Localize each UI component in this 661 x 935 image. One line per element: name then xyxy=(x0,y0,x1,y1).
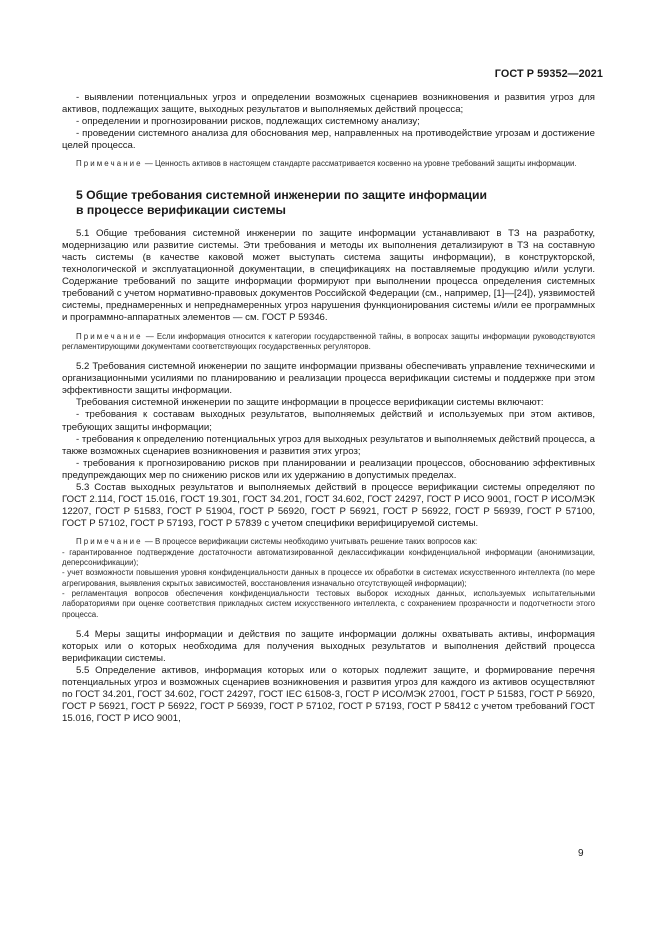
section-title-line2: в процессе верификации системы xyxy=(76,203,286,218)
note-5-3 xyxy=(62,537,595,547)
note-text: — Если информация относится к категории государственной тайны, в вопросах защиты информации руководствуются регламентирующими документами соответствующих государственных регуляторов. xyxy=(62,331,595,351)
note-list-item: - учет возможности повышения уровня конфиденциальности данных в процессе их обработки в системах искусственного интеллекта (по мере агрегирования, выявления скрытых зависимостей, восстановления изначально отсутствующей информации); xyxy=(62,568,595,588)
note-text: — В процессе верификации системы необходимо учитывать решение таких вопросов как: xyxy=(142,537,478,547)
document-id: ГОСТ Р 59352—2021 xyxy=(494,68,603,80)
list-item: - требования к прогнозированию рисков при планировании и реализации процессов, обоснованию эффективных предупреждающих мер по снижению рисков или их удержанию в допустимых пределах. xyxy=(62,457,595,481)
note-5-1 xyxy=(62,332,595,353)
note-label: Примечание xyxy=(76,331,143,341)
section-title-line1: 5 Общие требования системной инженерии по защите информации xyxy=(76,187,487,202)
page-number: 9 xyxy=(578,848,584,859)
note-list-item: - гарантированное подтверждение достаточности автоматизированной деклассификации конфиденциальной информации (анонимизации, деперсонификации); xyxy=(62,547,595,568)
note-label: Примечание xyxy=(76,537,143,547)
paragraph-5-3: 5.3 Состав выходных результатов и выполняемых действий в процессе верификации системы определяют по ГОСТ 2.114, ГОСТ 15.016, ГОСТ 19.301, ГОСТ 34.201, ГОСТ 34.602, ГОСТ 24297, ГОСТ Р ИСО 9001, ГОСТ Р ИСО/МЭК 12207, ГОСТ Р 51583, ГОСТ Р 51904, ГОСТ Р 56920, ГОСТ Р 56921, ГОСТ Р 56922, ГОСТ Р 56939, ГОСТ Р 57100, ГОСТ Р 57102, ГОСТ Р 57193, ГОСТ Р 57839 с учетом специфики верифицируемой системы. xyxy=(62,482,595,530)
note-label: Примечание xyxy=(76,159,143,169)
paragraph-5-2: 5.2 Требования системной инженерии по защите информации призваны обеспечивать управление техническими и организационными усилиями по планированию и реализации процесса верификации системы и поддержке при этом эффективности защиты информации. xyxy=(62,361,595,397)
intro-item: - определении и прогнозировании рисков, подлежащих системному анализу; xyxy=(76,116,420,128)
note-list-item: - регламентация вопросов обеспечения конфиденциальности тестовых выборок исходных данных, используемых испытательными лабораториями при оценке соответствия прикладных систем искусственного интеллекта, с сохранением прозрачности и подотчетности этого процесса. xyxy=(62,588,595,619)
note-text: — Ценность активов в настоящем стандарте рассматривается косвенно на уровне требований защиты информации. xyxy=(142,159,577,169)
intro-item: - выявлении потенциальных угроз и определении возможных сценариев возникновения и развития угроз для активов, подлежащих защите, выходных результатов и выполняемых действий процесса; xyxy=(62,92,595,116)
page-body xyxy=(62,92,595,726)
note-intro xyxy=(62,159,595,169)
paragraph-5-1: 5.1 Общие требования системной инженерии по защите информации устанавливают в ТЗ на разработку, модернизацию или развитие системы. Эти требования и методы их выполнения детализируют в ТЗ на составную часть системы (в качестве каковой может выступать система защиты информации), в конструкторской, технологической и эксплуатационной документации, в спецификациях на поставляемые продукцию и/или услуги. Содержание требований по защите информации формируют при выполнении процесса определения системных требований с учетом нормативно-правовых документов Российской Федерации (см., например, [1]—[24]), уязвимостей системы, преднамеренных и непреднамеренных угроз нарушения функционирования системы и/или ее программных и программно-аппаратных элементов — см. ГОСТ Р 59346. xyxy=(62,227,595,324)
paragraph-5-4: 5.4 Меры защиты информации и действия по защите информации должны охватывать активы, информация которых или о которых необходима для получения выходных результатов и выполнения действий процесса верификации системы. xyxy=(62,628,595,664)
paragraph-5-2-b: Требования системной инженерии по защите информации в процессе верификации системы включают: xyxy=(76,397,544,409)
paragraph-5-5: 5.5 Определение активов, информация которых или о которых подлежит защите, и формирование перечня потенциальных угроз и возможных сценариев возникновения и развития угроз для каждого из активов осуществляют по ГОСТ 34.201, ГОСТ 34.602, ГОСТ 24297, ГОСТ IEC 61508-3, ГОСТ Р ИСО/МЭК 27001, ГОСТ Р 51583, ГОСТ Р 56920, ГОСТ Р 56921, ГОСТ Р 56922, ГОСТ Р 56939, ГОСТ Р 57102, ГОСТ Р 57193, ГОСТ Р 58412 с учетом требований ГОСТ 15.016, ГОСТ Р ИСО 9001, xyxy=(62,665,595,725)
list-item: - требования к определению потенциальных угроз для выходных результатов и выполняемых действий процесса, а также возможных сценариев возникновения и развития этих угроз; xyxy=(62,433,595,457)
list-item: - требования к составам выходных результатов, выполняемых действий и используемых при этом активов, требующих защиты информации; xyxy=(62,409,595,433)
intro-item: - проведении системного анализа для обоснования мер, направленных на противодействие угрозам и достижение целей процесса. xyxy=(62,128,595,152)
